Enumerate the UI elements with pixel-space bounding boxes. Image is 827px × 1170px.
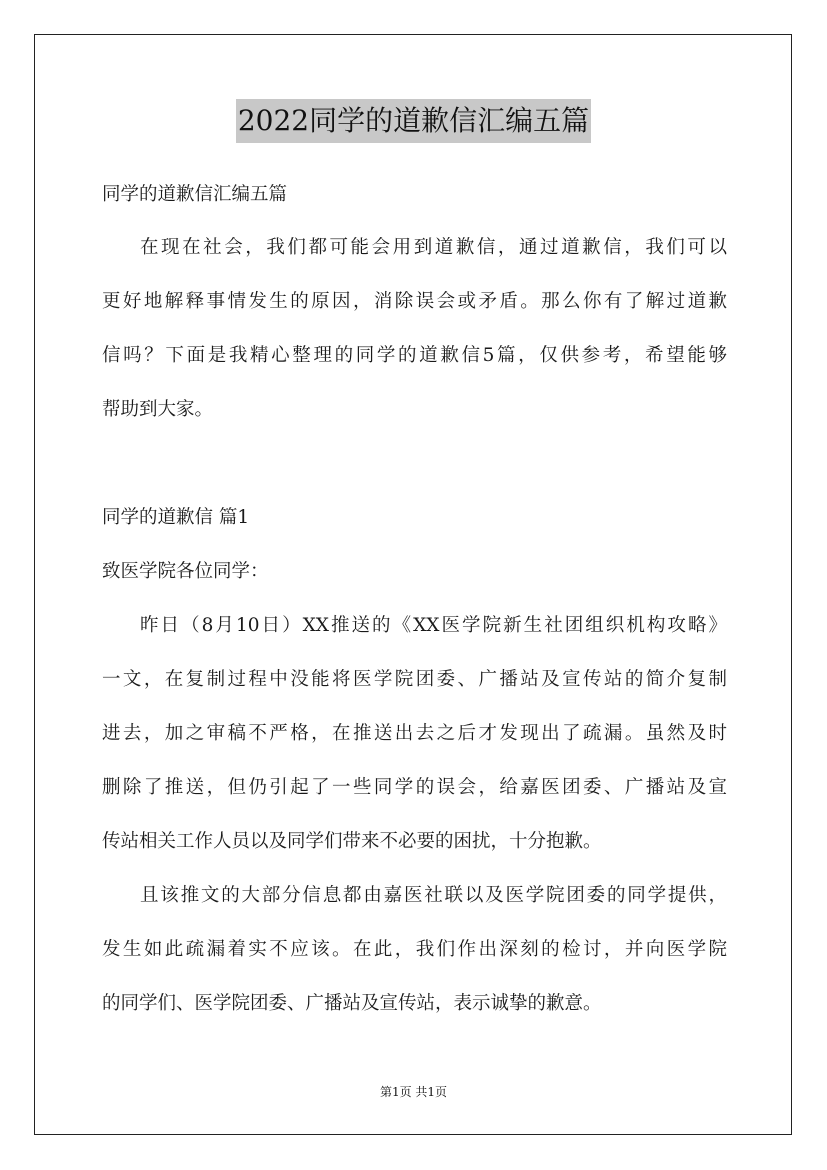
salutation: 致医学院各位同学： bbox=[102, 561, 269, 582]
document-title: 2022同学的道歉信汇编五篇 bbox=[236, 99, 591, 143]
page-footer: 第1页 共1页 bbox=[379, 1085, 448, 1099]
intro-line: 更好地解释事情发生的原因，消除误会或矛盾。那么你有了解过道歉 bbox=[102, 291, 727, 312]
paragraph-line: 进去，加之审稿不严格，在推送出去之后才发现出了疏漏。虽然及时 bbox=[102, 723, 727, 744]
paragraph-line: 发生如此疏漏着实不应该。在此，我们作出深刻的检讨，并向医学院 bbox=[102, 939, 727, 960]
intro-line: 在现在社会，我们都可能会用到道歉信，通过道歉信，我们可以 bbox=[140, 237, 727, 258]
paragraph-line: 昨日（8月10日）XX推送的《XX医学院新生社团组织机构攻略》 bbox=[140, 615, 727, 636]
intro-line: 帮助到大家。 bbox=[102, 399, 214, 420]
paragraph-line: 一文，在复制过程中没能将医学院团委、广播站及宣传站的简介复制 bbox=[102, 669, 727, 690]
intro-line: 信吗？下面是我精心整理的同学的道歉信5篇，仅供参考，希望能够 bbox=[102, 345, 727, 366]
subtitle: 同学的道歉信汇编五篇 bbox=[102, 184, 288, 205]
paragraph-line: 的同学们、医学院团委、广播站及宣传站，表示诚挚的歉意。 bbox=[102, 993, 602, 1014]
title-wrapper bbox=[0, 99, 827, 143]
section-heading: 同学的道歉信 篇1 bbox=[102, 507, 250, 528]
paragraph-line: 删除了推送，但仍引起了一些同学的误会，给嘉医团委、广播站及宣 bbox=[102, 777, 727, 798]
paragraph-line: 且该推文的大部分信息都由嘉医社联以及医学院团委的同学提供， bbox=[140, 885, 727, 906]
paragraph-line: 传站相关工作人员以及同学们带来不必要的困扰，十分抱歉。 bbox=[102, 831, 602, 852]
